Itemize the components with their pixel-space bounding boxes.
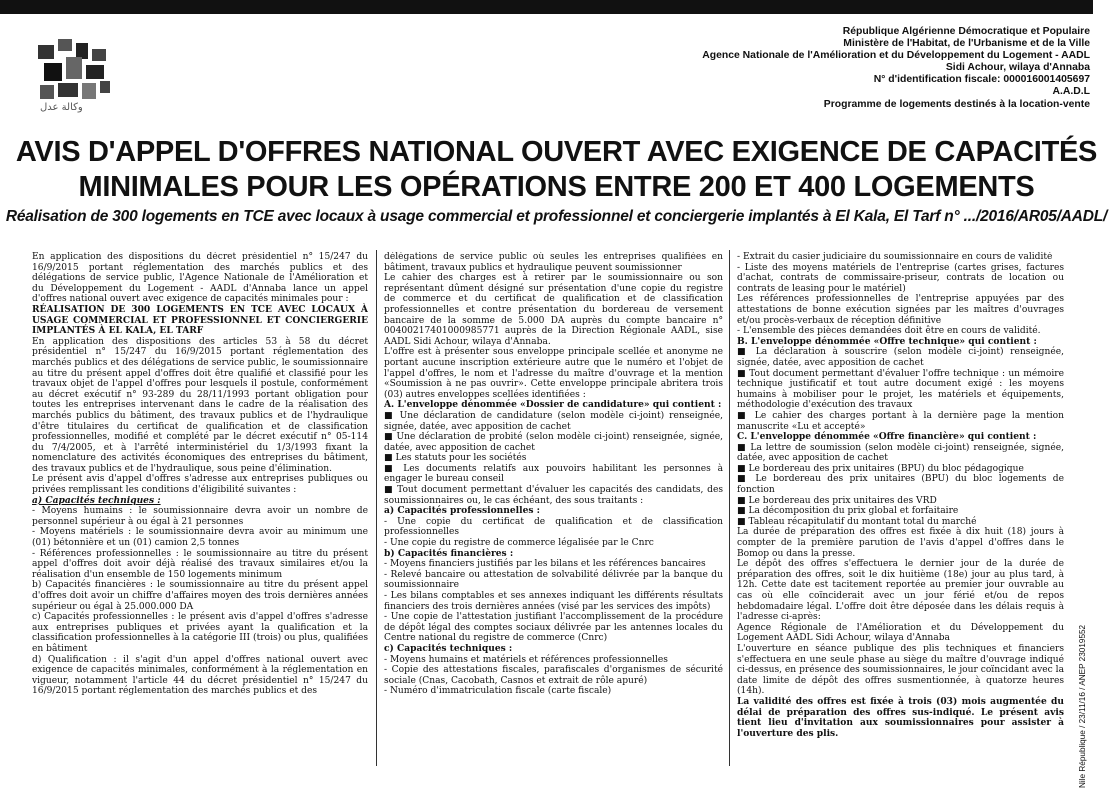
section-heading: C. L'enveloppe dénommée «Offre financière» qui contient : <box>737 431 1037 443</box>
list-item: ■ La déclaration à souscrire (selon modèle ci-joint) renseignée, signée, datée, avec apposition de cachet <box>737 347 1064 368</box>
list-item: ■ Tout document permettant d'évaluer les capacités des candidats, des soumissionnaires ou, le cas échéant, des sous traitants : <box>384 485 723 506</box>
paragraph: La durée de préparation des offres est fixée à dix huit (18) jours à compter de la première parution de l'avis d'appel d'offres dans le Bomop ou dans la presse. <box>737 527 1064 559</box>
list-item: ■ Une déclaration de probité (selon modèle ci-joint) renseignée, signée, datée, avec apposition de cachet <box>384 432 723 453</box>
paragraph: En application des dispositions des articles 53 à 58 du décret présidentiel n° 15/247 du 16/9/2015 portant réglementation des marchés publics et des délégations de service public, le soumissionnaire au titre du présent appel d'offres doit être qualifié et classifié pour les travaux objet de l'appel d'offres pour lesquels il postule, conformément au décret exécutif n° 93-289 du 28/11/1993 portant obligation pour toutes les entreprises intervenant dans le cadre de la réalisation des marchés publics du bâtiment, des travaux publics et de l'hydraulique d'être titulaires du certificat de qualification et de classification professionnelles, modifié et complété par le décret exécutif n° 05-114 du 7/4/2005, et à l'arrêté interministériel du 1/3/1993 fixant la nomenclature des activités économiques des entreprises du bâtiment, des travaux publics et de l'hydraulique, sous peine d'élimination. <box>32 336 368 474</box>
issuer-block <box>570 26 1090 111</box>
paragraph: Agence Régionale de l'Amélioration et du Développement du Logement AADL Sidi Achour, wilaya d'Annaba <box>737 622 1064 644</box>
fiscal-id-line: N° d'identification fiscale: 000016001405697 <box>873 74 1090 86</box>
publication-credit: Nile République / 23/11/16 / ANEP 23019552 <box>1078 624 1087 788</box>
project-heading: RÉALISATION DE 300 LOGEMENTS EN TCE AVEC LOCAUX À USAGE COMMERCIAL ET PROFESSIONNEL ET CONCIERGERIE IMPLANTÉS À EL KALA, EL TARF <box>32 303 368 337</box>
list-item: - Moyens financiers justifiés par les bilans et les références bancaires <box>384 559 706 570</box>
address-line: Sidi Achour, wilaya d'Annaba <box>945 62 1090 74</box>
paragraph: En application des dispositions du décret présidentiel n° 15/247 du 16/9/2015 portant réglementation des marchés publics et des délégations de service public, l'Agence Nationale de l'Amélioration et du Développement du Logement - AADL d'Annaba lance un appel d'offres national ouvert avec exigence de capacités minimales pour : <box>32 252 368 305</box>
list-item: ■ Les documents relatifs aux pouvoirs habilitant les personnes à engager le bureau conseil <box>384 463 723 485</box>
list-item: - L'ensemble des pièces demandées doit être en cours de validité. <box>737 326 1041 337</box>
list-item: - Les bilans comptables et ses annexes indiquant les différents résultats financiers des trois dernières années (visé par les services des impôts) <box>384 591 723 612</box>
list-item: ■ Tableau récapitulatif du montant total du marché <box>737 516 977 527</box>
list-item: ■ La lettre de soumission (selon modèle ci-joint) renseignée, signée, datée, avec apposition de cachet <box>737 442 1064 464</box>
paragraph: Le dépôt des offres s'effectuera le dernier jour de la durée de préparation des offres, soit le dix huitième (18e) jour au plus tard, à 12h. Cette date est tacitement reportée au premier jour ouvrable au cas où elle coïnciderait avec un jour férié et/ou de repos hebdomadaire légal. L'offre doit être déposée dans les délais requis à l'adresse ci-après: <box>737 559 1064 623</box>
paragraph: Le cahier des charges est à retirer par le soumissionnaire ou son représentant dûment désigné sur présentation d'une copie du registre de commerce et du certificat de qualification et de classification professionnelles et contre présentation du bordereau de versement bancaire de la somme de 5.000 DA auprès du compte bancaire n° 00400217401000985771 auprès de la Direction Régionale AADL, sise AADL Sidi Achour, wilaya d'Annaba. <box>384 273 723 347</box>
title-line-1: AVIS D'APPEL D'OFFRES NATIONAL OUVERT AVEC EXIGENCE DE CAPACITÉS <box>15 136 1098 168</box>
paragraph: - Moyens humains : le soumissionnaire devra avoir un nombre de personnel supérieur à ou égal à 21 personnes <box>32 506 368 527</box>
paragraph: - Références professionnelles : le soumissionnaire au titre du présent appel d'offres doit avoir déjà réalisé des travaux similaires et/ou la réalisation d'un ensemble de 150 logements minimum <box>32 548 368 580</box>
logo-caption: وكالة عدل <box>40 102 83 113</box>
paragraph: c) Capacités professionnelles : le présent avis d'appel d'offres s'adresse aux entreprises publiques et privées ayant la qualification et la classification professionnelles à la catégorie III (trois) ou plus, qualifiées en bâtiment <box>32 612 368 654</box>
section-heading: a) Capacités techniques : <box>32 494 161 506</box>
paragraph: délégations de service public où seules les entreprises qualifiées en bâtiment, travaux publics et hydraulique peuvent soumissionner <box>384 252 723 273</box>
text-column-2 <box>384 252 723 772</box>
text-column-3 <box>737 252 1064 772</box>
list-item: - Numéro d'immatriculation fiscale (carte fiscale) <box>384 686 612 697</box>
list-item: - Liste des moyens matériels de l'entreprise (cartes grises, factures d'achat, contrats de commissaire-priseur, contrats de location ou contrats de leasing pour le matériel) <box>737 262 1064 294</box>
list-item: - Une copie de l'attestation justifiant l'accomplissement de la procédure de dépôt légal des comptes sociaux délivrée par les antennes locales du Centre national du registre de commerce (Cnrc) <box>384 612 723 644</box>
list-item: ■ Le bordereau des prix unitaires (BPU) du bloc pédagogique <box>737 463 1024 474</box>
section-heading: A. L'enveloppe dénommée «Dossier de candidature» qui contient : <box>384 399 722 411</box>
list-item: - Relevé bancaire ou attestation de solvabilité délivrée par la banque du soumissionnaire <box>384 569 723 591</box>
list-item: - Une copie du certificat de qualification et de classification professionnelles <box>384 516 723 538</box>
ministry-line: Ministère de l'Habitat, de l'Urbanisme et de la Ville <box>843 38 1090 50</box>
title-line-2: MINIMALES POUR LES OPÉRATIONS ENTRE 200 ET 400 LOGEMENTS <box>78 171 1035 203</box>
paragraph: Le présent avis d'appel d'offres s'adresse aux entreprises publiques ou privées remplissant les conditions d'éligibilité suivantes : <box>32 474 368 496</box>
list-item: ■ La décomposition du prix global et forfaitaire <box>737 506 959 517</box>
list-item: - Moyens humains et matériels et références professionnelles <box>384 654 668 665</box>
paragraph: L'ouverture en séance publique des plis techniques et financiers s'effectuera en une seule phase au siège du maître d'ouvrage indiqué ci-dessus, en présence des soumissionnaires, le jour coïncidant avec la date limite de dépôt des offres susmentionnée, à quatorze heures (14h). <box>737 643 1064 697</box>
list-item: ■ Le cahier des charges portant à la dernière page la mention manuscrite «Lu et accepté» <box>737 410 1064 432</box>
section-heading: B. L'enveloppe dénommée «Offre technique» qui contient : <box>737 335 1037 347</box>
paragraph: d) Qualification : il s'agit d'un appel d'offres national ouvert avec exigence de capacités minimales, conformément à la réglementation en vigueur, notamment l'article 44 du décret présidentiel n° 15/247 du 16/9/2015 portant réglementation des marchés publics et des <box>32 654 368 697</box>
notice-title <box>0 135 1113 205</box>
list-item: ■ Le bordereau des prix unitaires des VRD <box>737 495 937 506</box>
paragraph: La validité des offres est fixée à trois (03) mois augmentée du délai de préparation des offres sus-indiqué. Le présent avis tient lieu d'invitation aux soumissionnaires pour assister à l'ouverture des plis. <box>737 695 1064 739</box>
subsection-heading: a) Capacités professionnelles : <box>384 505 541 517</box>
paragraph: Les références professionnelles de l'entreprise appuyées par des attestations de bonne exécution signées par les maîtres d'ouvrages et/ou procès-verbaux de réception définitive <box>737 294 1064 326</box>
list-item: - Extrait du casier judiciaire du soumissionnaire en cours de validité <box>737 252 1053 262</box>
column-divider <box>376 250 377 766</box>
republic-line: République Algérienne Démocratique et Populaire <box>842 26 1090 37</box>
agency-line: Agence Nationale de l'Amélioration et du Développement du Logement - AADL <box>702 50 1090 62</box>
column-divider <box>729 250 730 766</box>
subsection-heading: b) Capacités financières : <box>384 547 514 559</box>
paragraph: L'offre est à présenter sous enveloppe principale scellée et anonyme ne portant aucune inscription extérieure autre que le numéro et l'objet de l'appel d'offres, le nom et l'adresse du maître d'ouvrage et la mention «Soumission à ne pas ouvrir». Cette enveloppe principale abritera trois (03) autres enveloppes scellées identifiées : <box>384 347 723 400</box>
text-column-1 <box>32 252 368 772</box>
list-item: - Une copie du registre de commerce légalisée par le Cnrc <box>384 538 654 549</box>
list-item: ■ Le bordereau des prix unitaires (BPU) du bloc logements de fonction <box>737 474 1064 496</box>
top-border <box>0 0 1093 14</box>
subsection-heading: c) Capacités techniques : <box>384 642 513 654</box>
list-item: - Copie des attestations fiscales, parafiscales d'organismes de sécurité sociale (Cnas, Cacobath, Casnos et extrait de rôle apuré) <box>384 665 723 686</box>
list-item: ■ Les statuts pour les sociétés <box>384 453 527 464</box>
list-item: ■ Tout document permettant d'évaluer l'offre technique : un mémoire technique justificatif et tout autre document exigé : les moyens humains à mobiliser pour le projet, les matériels et équipements, méthodologie d'exécution des travaux <box>737 368 1064 411</box>
notice-subtitle: Réalisation de 300 logements en TCE avec locaux à usage commercial et professionnel et conciergerie implantés à El Kala, El Tarf n° .../2016/AR05/AADL/ <box>5 208 1108 225</box>
paragraph: - Moyens matériels : le soumissionnaire devra avoir au minimum une (01) bétonnière et un (01) camion 2,5 tonnes <box>32 527 368 549</box>
acronym-line: A.A.D.L <box>1052 86 1090 98</box>
list-item: ■ Une déclaration de candidature (selon modèle ci-joint) renseignée, signée, datée, avec apposition de cachet <box>384 410 723 432</box>
paragraph: b) Capacités financières : le soumissionnaire au titre du présent appel d'offres doit avoir un chiffre d'affaires moyen des trois dernières années supérieur ou égal à 25.000.000 DA <box>32 580 368 612</box>
program-line: Programme de logements destinés à la location-vente <box>823 98 1090 110</box>
